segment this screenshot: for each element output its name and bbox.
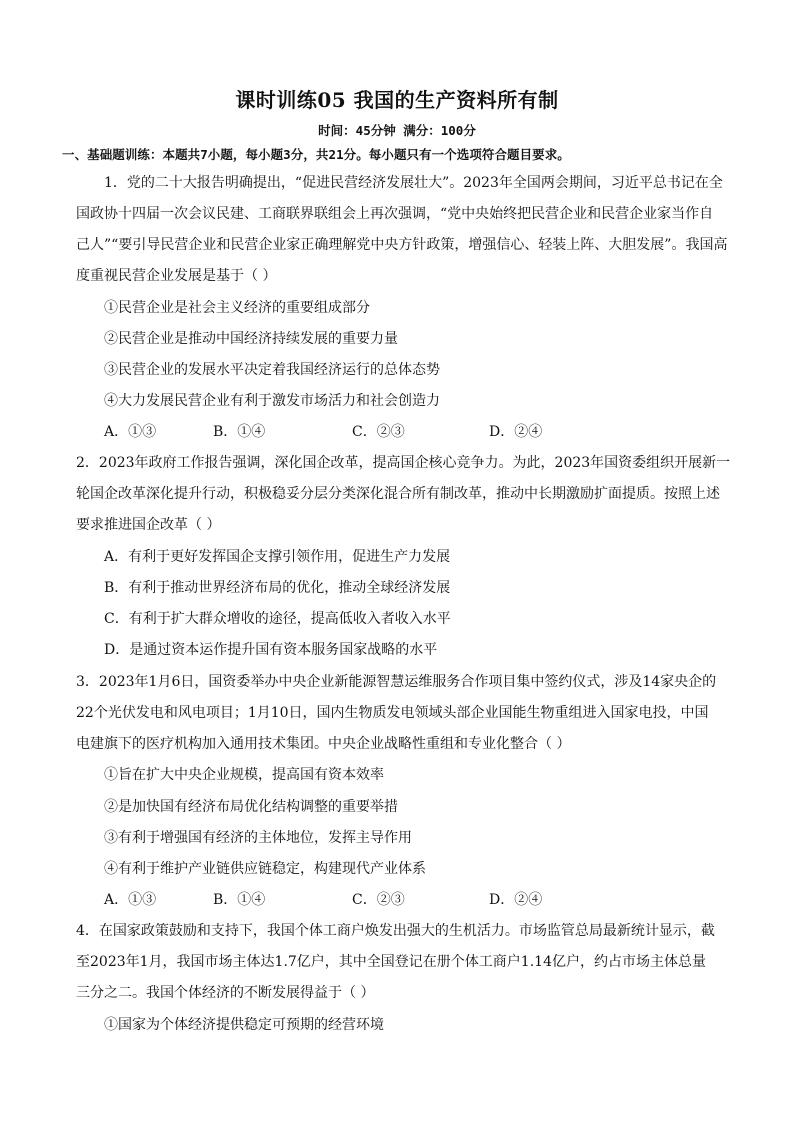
q2-choice-c[interactable]: C．有利于扩大群众增收的途径，提高低收入者收入水平 <box>104 611 451 627</box>
q1-item-1: ①民营企业是社会主义经济的重要组成部分 <box>104 300 370 316</box>
q4-item-1: ①国家为个体经济提供稳定可预期的经营环境 <box>104 1017 384 1033</box>
q1-stem-line-3: 己人”“要引导民营企业和民营企业家正确理解党中央方针政策，增强信心、轻装上阵、大胆发展”。我国高 <box>76 237 728 253</box>
q3-choice-a[interactable]: A．①③ <box>104 892 157 908</box>
q1-stem-line-2: 国政协十四届一次会议民建、工商联界联组会上再次强调，“党中央始终把民营企业和民营企业家当作自 <box>76 206 714 222</box>
q2-stem-line-1: 2．2023年政府工作报告强调，深化国企改革，提高国企核心竞争力。为此，2023年国资委组织开展新一 <box>76 455 731 471</box>
q1-item-2: ②民营企业是推动中国经济持续发展的重要力量 <box>104 331 398 347</box>
q3-choice-b[interactable]: B．①④ <box>213 892 266 908</box>
q3-choice-d[interactable]: D．②④ <box>489 892 543 908</box>
q1-choice-b[interactable]: B．①④ <box>213 424 266 440</box>
q2-stem-line-3: 要求推进国企改革（ ） <box>76 517 221 533</box>
q3-item-1: ①旨在扩大中央企业规模，提高国有资本效率 <box>104 767 384 783</box>
q3-stem-line-1: 3．2023年1月6日，国资委举办中央企业新能源智慧运维服务合作项目集中签约仪式，涉及14家央企的 <box>76 674 717 690</box>
q3-stem-line-2: 22个光伏发电和风电项目；1月10日，国内生物质发电领域头部企业国能生物重组进入国家电投，中国 <box>76 705 709 721</box>
q2-choice-d[interactable]: D．是通过资本运作提升国有资本服务国家战略的水平 <box>104 642 438 658</box>
q2-choice-b[interactable]: B．有利于推动世界经济布局的优化，推动全球经济发展 <box>104 580 451 596</box>
page-title: 课时训练05 我国的生产资料所有制 <box>235 88 559 112</box>
q1-item-3: ③民营企业的发展水平决定着我国经济运行的总体态势 <box>104 362 440 378</box>
q4-stem-line-2: 至2023年1月，我国市场主体达1.7亿户，其中全国登记在册个体工商户1.14亿户，约占市场主体总量 <box>76 954 706 970</box>
q4-stem-line-3: 三分之二。我国个体经济的不断发展得益于（ ） <box>76 985 375 1001</box>
q3-item-3: ③有利于增强国有经济的主体地位，发挥主导作用 <box>104 830 412 846</box>
q1-stem-line-1: 1．党的二十大报告明确提出，“促进民营经济发展壮大”。2023年全国两会期间，习近平总书记在全 <box>104 175 723 191</box>
q4-stem-line-1: 4．在国家政策鼓励和支持下，我国个体工商户焕发出强大的生机活力。市场监管总局最新统计显示，截 <box>76 923 715 939</box>
q1-choice-c[interactable]: C．②③ <box>352 424 405 440</box>
q2-choice-a[interactable]: A．有利于更好发挥国企支撑引领作用，促进生产力发展 <box>104 549 451 565</box>
q2-stem-line-2: 轮国企改革深化提升行动，积极稳妥分层分类深化混合所有制改革，推动中长期激励扩面提质。按照上述 <box>76 486 720 502</box>
q1-choice-a[interactable]: A．①③ <box>104 424 157 440</box>
q3-stem-line-3: 电建旗下的医疗机构加入通用技术集团。中央企业战略性重组和专业化整合（ ） <box>76 736 571 752</box>
q1-stem-line-4: 度重视民营企业发展是基于（ ） <box>76 268 277 284</box>
q3-choice-c[interactable]: C．②③ <box>352 892 405 908</box>
q3-item-4: ④有利于维护产业链供应链稳定，构建现代产业体系 <box>104 861 426 877</box>
q3-item-2: ②是加快国有经济布局优化结构调整的重要举措 <box>104 799 398 815</box>
time-score-info: 时间：45分钟 满分：100分 <box>318 123 476 138</box>
q1-item-4: ④大力发展民营企业有利于激发市场活力和社会创造力 <box>104 393 440 409</box>
q1-choice-d[interactable]: D．②④ <box>489 424 543 440</box>
section-heading: 一、基础题训练：本题共7小题，每小题3分，共21分。每小题只有一个选项符合题目要求。 <box>62 147 570 162</box>
